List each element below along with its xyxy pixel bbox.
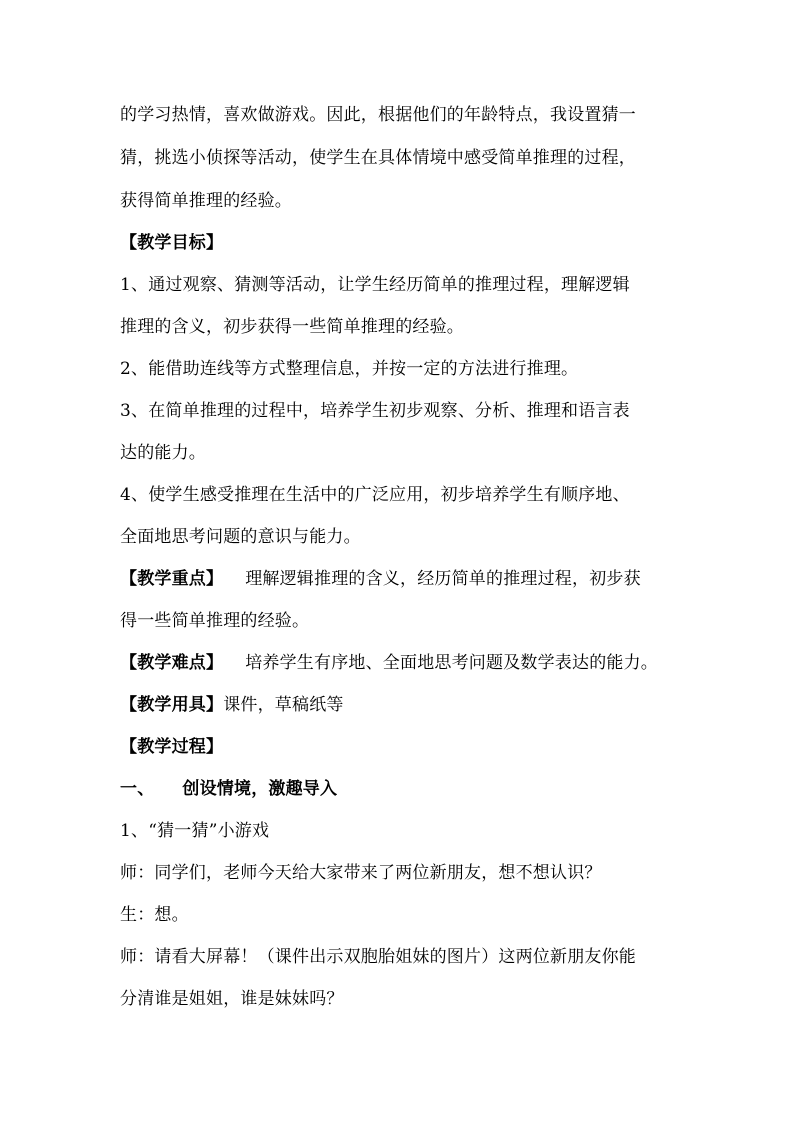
- dialogue-line: 生：想。: [120, 905, 189, 925]
- step-number: 一、: [120, 779, 155, 799]
- step-heading: [120, 778, 337, 800]
- tools-line: [120, 694, 344, 716]
- section-heading-process: 【教学过程】: [120, 737, 224, 757]
- key-points-line: [120, 568, 641, 590]
- dialogue-line: 分清谁是姐姐，谁是妹妹吗？: [120, 989, 344, 1009]
- objective-1-line: 1、通过观察、猜测等活动，让学生经历简单的推理过程，理解逻辑: [120, 275, 630, 295]
- tools-text: 课件，草稿纸等: [223, 695, 344, 715]
- sub-step-line: 1、“猜一猜”小游戏: [120, 821, 270, 841]
- objective-4-line: 全面地思考问题的意识与能力。: [120, 527, 361, 547]
- objective-4-line: 4、使学生感受推理在生活中的广泛应用，初步培养学生有顺序地、: [120, 485, 630, 505]
- key-points-text: 理解逻辑推理的含义，经历简单的推理过程，初步获: [245, 569, 641, 589]
- dialogue-line: 师：同学们，老师今天给大家带来了两位新朋友，想不想认识？: [120, 863, 602, 883]
- dialogue-line: 师：请看大屏幕！（课件出示双胞胎姐妹的图片）这两位新朋友你能: [120, 947, 636, 967]
- section-heading-difficulties: 【教学难点】: [120, 653, 224, 673]
- section-heading-tools: 【教学用具】: [120, 695, 224, 715]
- paragraph-line: 获得简单推理的经验。: [120, 191, 292, 211]
- objective-1-line: 推理的含义，初步获得一些简单推理的经验。: [120, 317, 464, 337]
- objective-3-line: 达的能力。: [120, 443, 206, 463]
- objective-2-line: 2、能借助连线等方式整理信息，并按一定的方法进行推理。: [120, 359, 579, 379]
- key-points-line: 得一些简单推理的经验。: [120, 611, 310, 631]
- paragraph-line: 猜，挑选小侦探等活动，使学生在具体情境中感受简单推理的过程，: [120, 148, 636, 168]
- paragraph-line: 的学习热情，喜欢做游戏。因此，根据他们的年龄特点，我设置猜一: [120, 105, 636, 125]
- difficulties-line: [120, 652, 658, 674]
- section-heading-key-points: 【教学重点】: [120, 569, 224, 589]
- step-title: 创设情境，激趣导入: [182, 779, 338, 799]
- difficulties-text: 培养学生有序地、全面地思考问题及数学表达的能力。: [245, 653, 659, 673]
- objective-3-line: 3、在简单推理的过程中，培养学生初步观察、分析、推理和语言表: [120, 401, 630, 421]
- section-heading-objectives: 【教学目标】: [120, 233, 224, 253]
